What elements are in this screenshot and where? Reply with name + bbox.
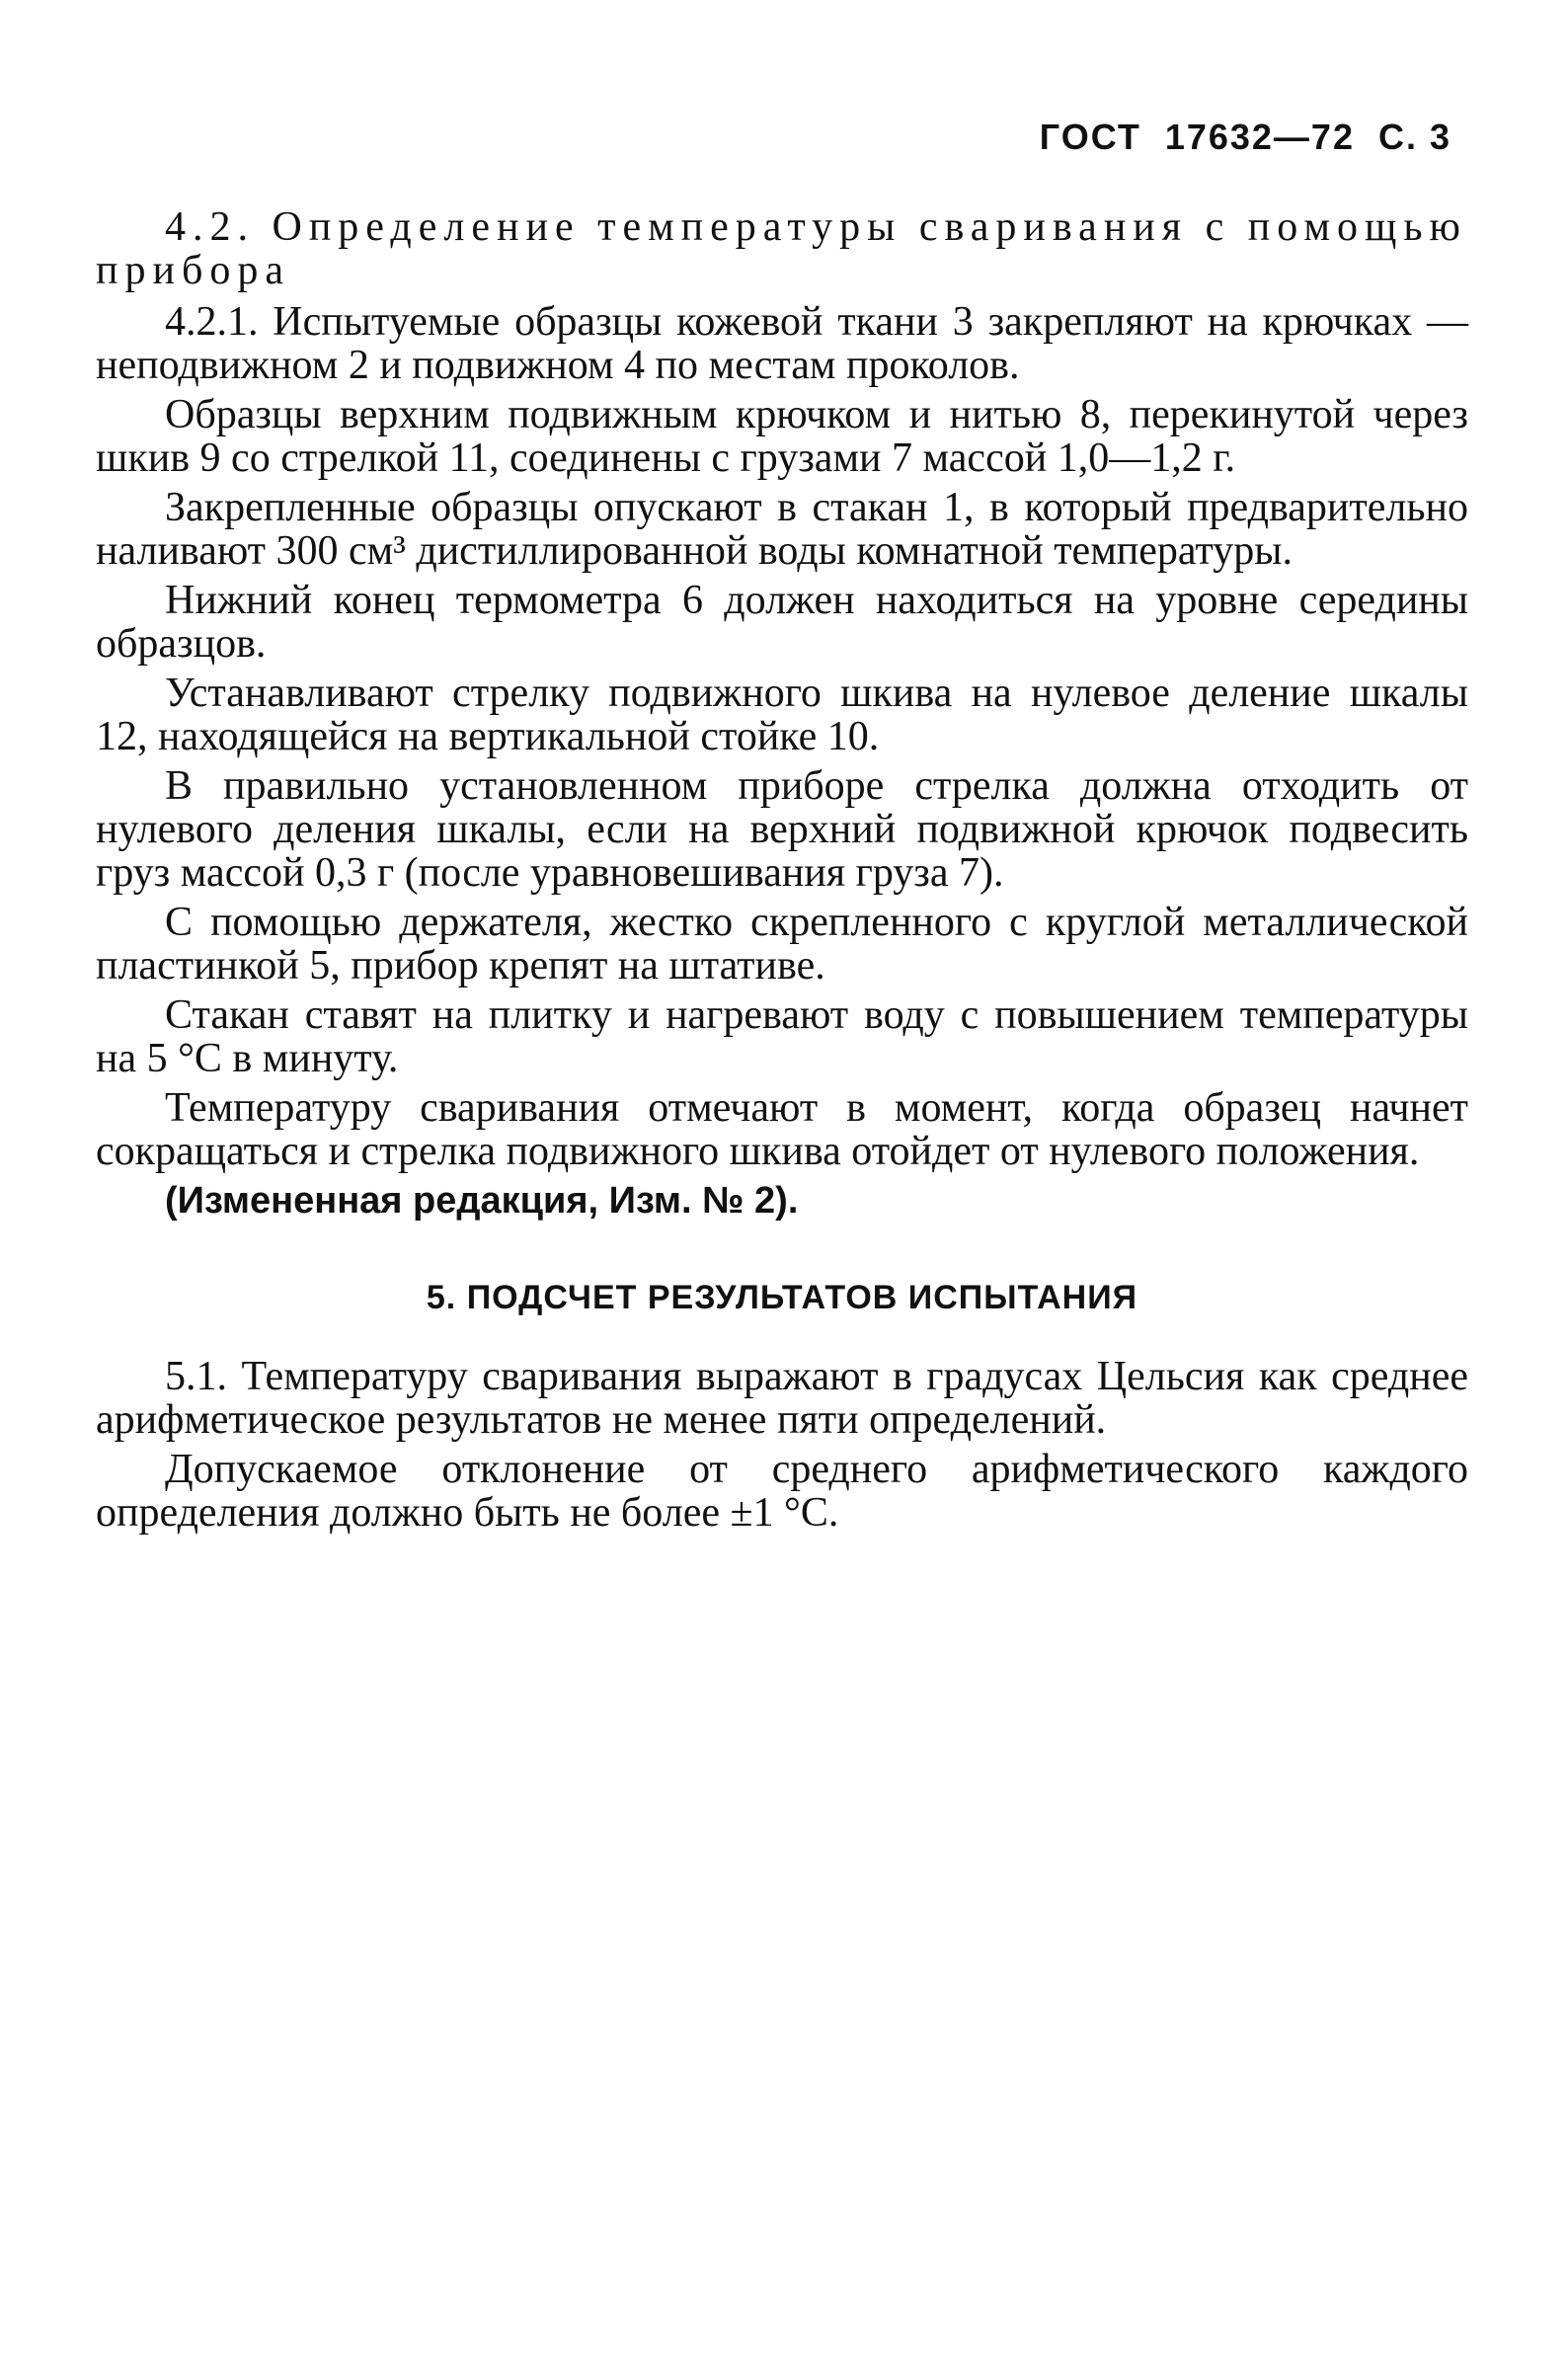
paragraph: Нижний конец термометра 6 должен находиться на уровне середины образцов. [96, 578, 1468, 667]
amendment-note: (Измененная редакция, Изм. № 2). [165, 1180, 799, 1222]
paragraph: В правильно установленном приборе стрелка должна отходить от нулевого деления шкалы, если на верхний подвижной крючок подвесить груз массой 0,3 г (после уравновешивания груза 7). [96, 763, 1468, 896]
document-body [96, 205, 1468, 1541]
section-heading: 5. ПОДСЧЕТ РЕЗУЛЬТАТОВ ИСПЫТАНИЯ [426, 1279, 1138, 1316]
paragraph: 4.2.1. Испытуемые образцы кожевой ткани 3 закрепляют на крючках — неподвижном 2 и подвижном 4 по местам проколов. [96, 299, 1468, 388]
paragraph: Температуру сваривания отмечают в момент, когда образец начнет сокращаться и стрелка подвижного шкива отойдет от нулевого положения. [96, 1085, 1468, 1174]
paragraph: Стакан ставят на плитку и нагревают воду с повышением температуры на 5 °С в минуту. [96, 992, 1468, 1081]
paragraph: 5.1. Температуру сваривания выражают в градусах Цельсия как среднее арифметическое результатов не менее пяти определений. [96, 1354, 1468, 1443]
paragraph: Допускаемое отклонение от среднего арифметического каждого определения должно быть не более ±1 °С. [96, 1447, 1468, 1536]
paragraph: Закрепленные образцы опускают в стакан 1, в который предварительно наливают 300 см³ дистиллированной воды комнатной температуры. [96, 485, 1468, 574]
paragraph: Устанавливают стрелку подвижного шкива на нулевое деление шкалы 12, находящейся на вертикальной стойке 10. [96, 671, 1468, 759]
page-header: ГОСТ 17632—72 С. 3 [1039, 117, 1451, 157]
paragraph: Образцы верхним подвижным крючком и нитью 8, перекинутой через шкив 9 со стрелкой 11, соединены с грузами 7 массой 1,0—1,2 г. [96, 392, 1468, 481]
subsection-title: 4.2. Определение температуры сваривания с помощью прибора [96, 204, 1467, 293]
paragraph: С помощью держателя, жестко скрепленного с круглой металлической пластинкой 5, прибор крепят на штативе. [96, 900, 1468, 988]
